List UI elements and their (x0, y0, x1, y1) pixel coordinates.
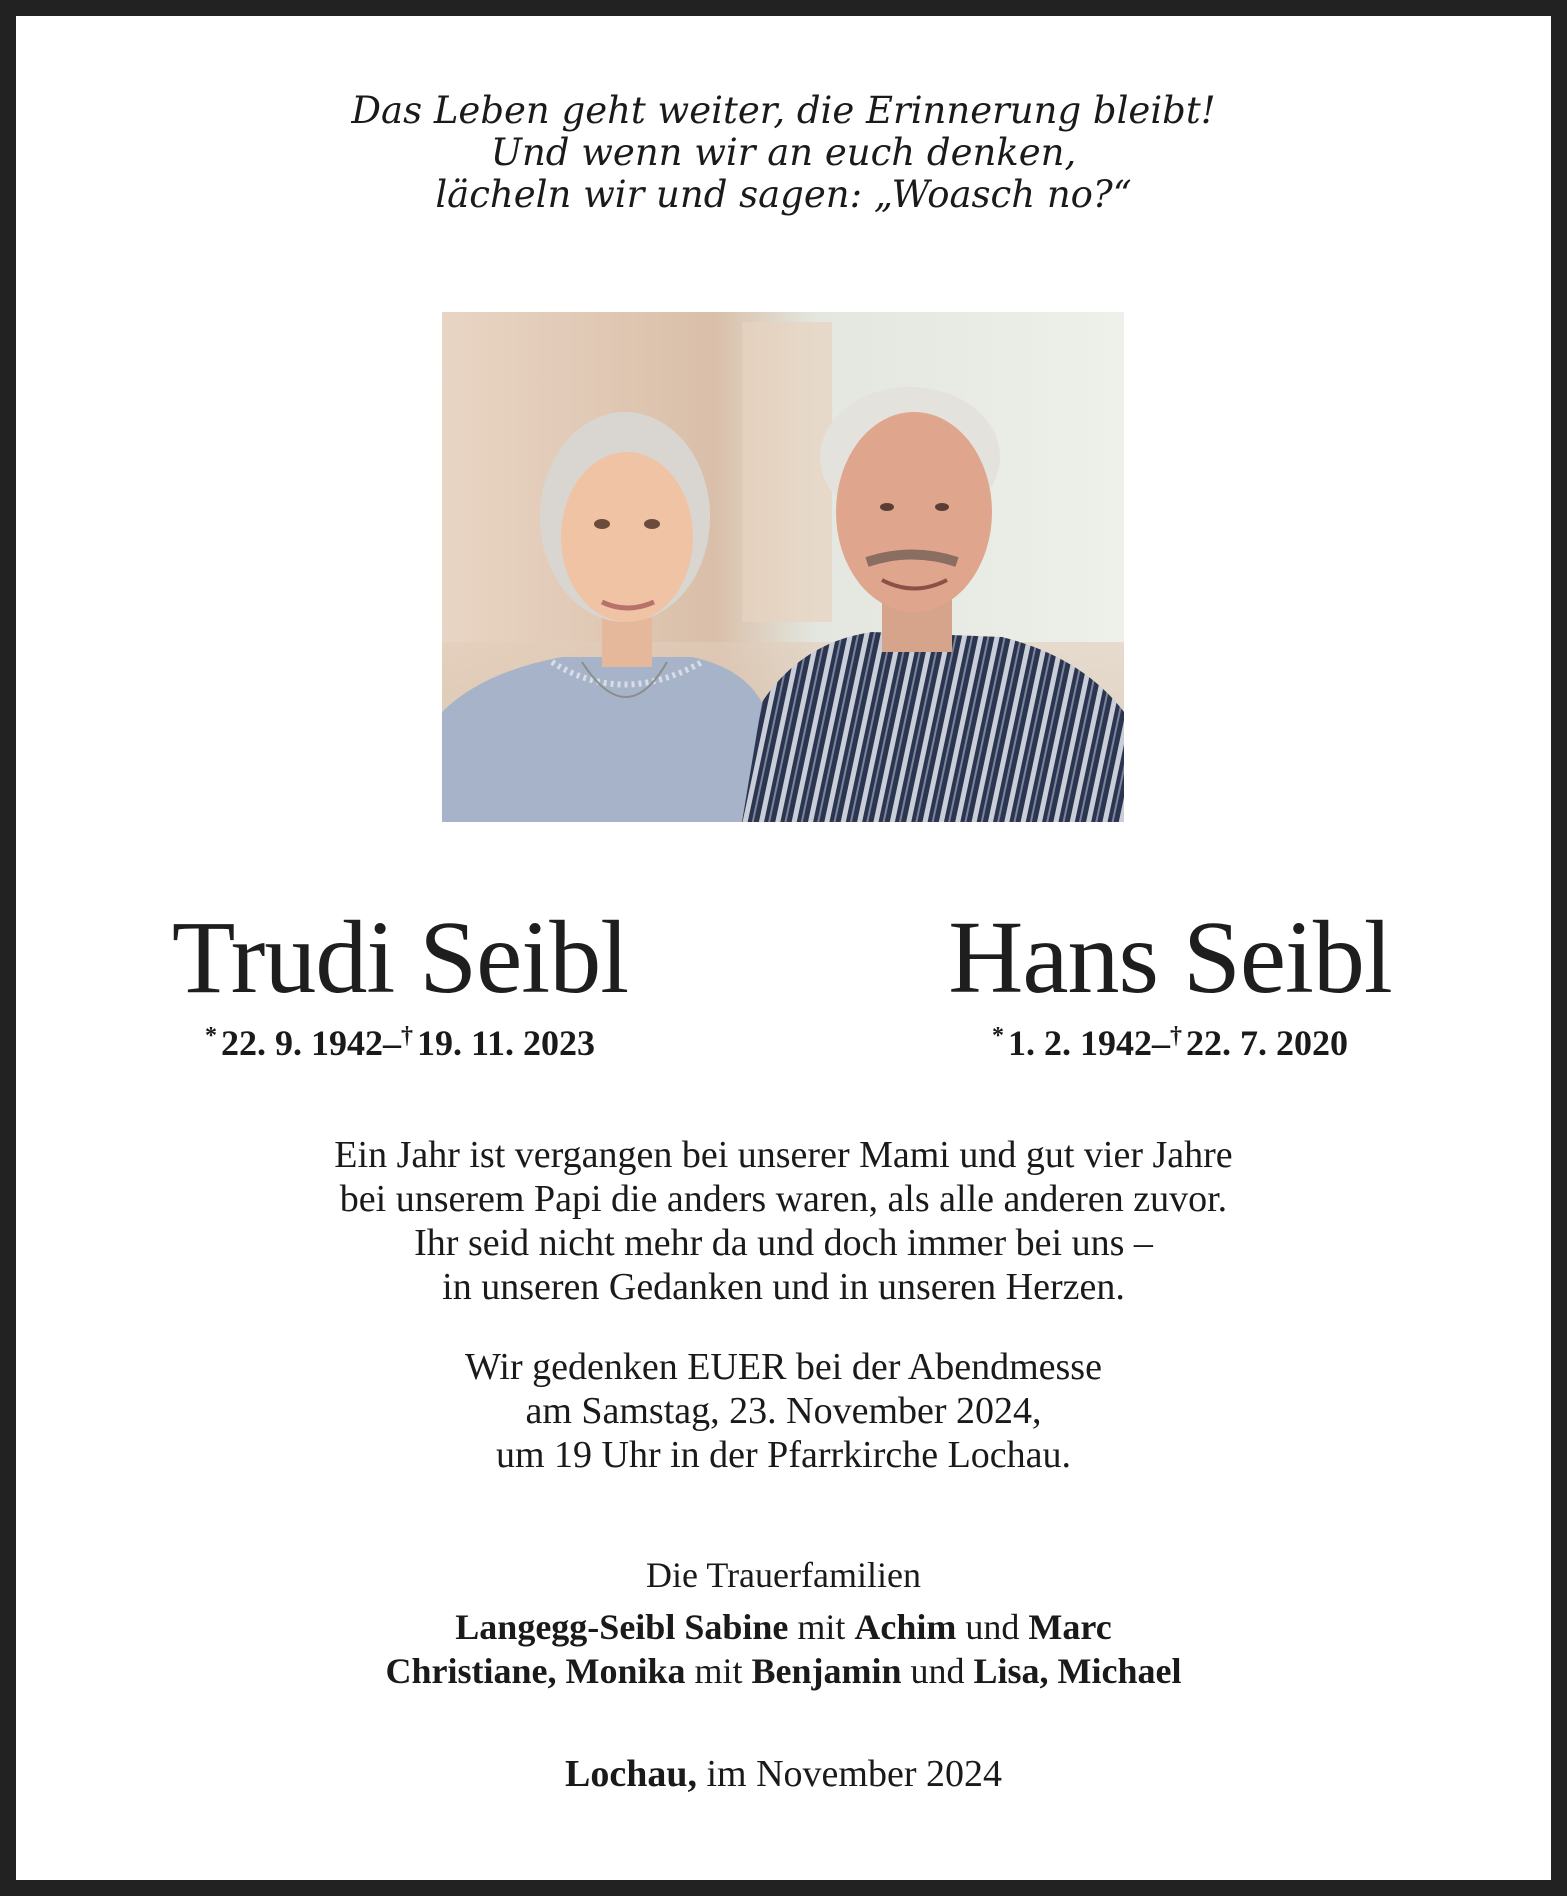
family-conj: und (965, 1607, 1020, 1647)
birth-symbol: * (992, 1023, 1004, 1049)
message-line: Ein Jahr ist vergangen bei unserer Mami und gut vier Jahre (334, 1134, 1233, 1176)
quote-line: Und wenn wir an euch denken, (490, 131, 1077, 174)
family-conj: und (910, 1651, 965, 1691)
family-line-2 (0, 1649, 1567, 1693)
message-line: am Samstag, 23. November 2024, (525, 1390, 1042, 1432)
death-symbol: † (400, 1023, 413, 1049)
closing-date: im November 2024 (706, 1753, 1002, 1795)
date-dash: – (382, 1023, 401, 1063)
quote-line: lächeln wir und sagen: „Woasch no?“ (435, 173, 1132, 216)
dates-hans (900, 1022, 1440, 1064)
birth-date: 22. 9. 1942 (220, 1023, 383, 1063)
family-conj: mit (797, 1607, 846, 1647)
birth-date: 1. 2. 1942 (1008, 1023, 1152, 1063)
message-paragraph-1 (0, 1133, 1567, 1309)
message-line: um 19 Uhr in der Pfarrkirche Lochau. (495, 1434, 1072, 1476)
couple-photo (442, 312, 1124, 822)
closing-place: Lochau, (565, 1753, 697, 1795)
death-date: 19. 11. 2023 (416, 1023, 595, 1063)
death-symbol: † (1170, 1023, 1182, 1049)
family-name: Langegg-Seibl Sabine (455, 1607, 789, 1647)
family-name: Marc (1028, 1607, 1112, 1647)
couple-photo-illustration (442, 312, 1124, 822)
name-hans: Hans Seibl (948, 900, 1392, 1015)
message-line: Wir gedenken EUER bei der Abendmesse (465, 1346, 1102, 1388)
family-intro: Die Trauerfamilien (646, 1555, 921, 1595)
dates-trudi (130, 1022, 670, 1064)
quote-line: Das Leben geht weiter, die Erinnerung bleibt! (351, 89, 1216, 132)
message-paragraph-2 (0, 1345, 1567, 1477)
mourning-families (0, 1553, 1567, 1693)
message-line: Ihr seid nicht mehr da und doch immer bei uns – (414, 1222, 1153, 1264)
family-name: Lisa, Michael (973, 1651, 1182, 1691)
family-name: Achim (854, 1607, 957, 1647)
message-line: in unseren Gedanken und in unseren Herzen. (442, 1266, 1125, 1308)
name-trudi: Trudi Seibl (171, 900, 629, 1015)
closing-place-date (0, 1752, 1567, 1796)
family-name: Christiane, Monika (385, 1651, 686, 1691)
family-line-1 (0, 1605, 1567, 1649)
memorial-quote (0, 90, 1567, 216)
death-date: 22. 7. 2020 (1186, 1023, 1348, 1063)
family-name: Benjamin (751, 1651, 902, 1691)
date-dash: – (1152, 1023, 1170, 1063)
birth-symbol: * (204, 1023, 217, 1049)
message-line: bei unserem Papi die anders waren, als alle anderen zuvor. (339, 1178, 1228, 1220)
family-conj: mit (694, 1651, 743, 1691)
